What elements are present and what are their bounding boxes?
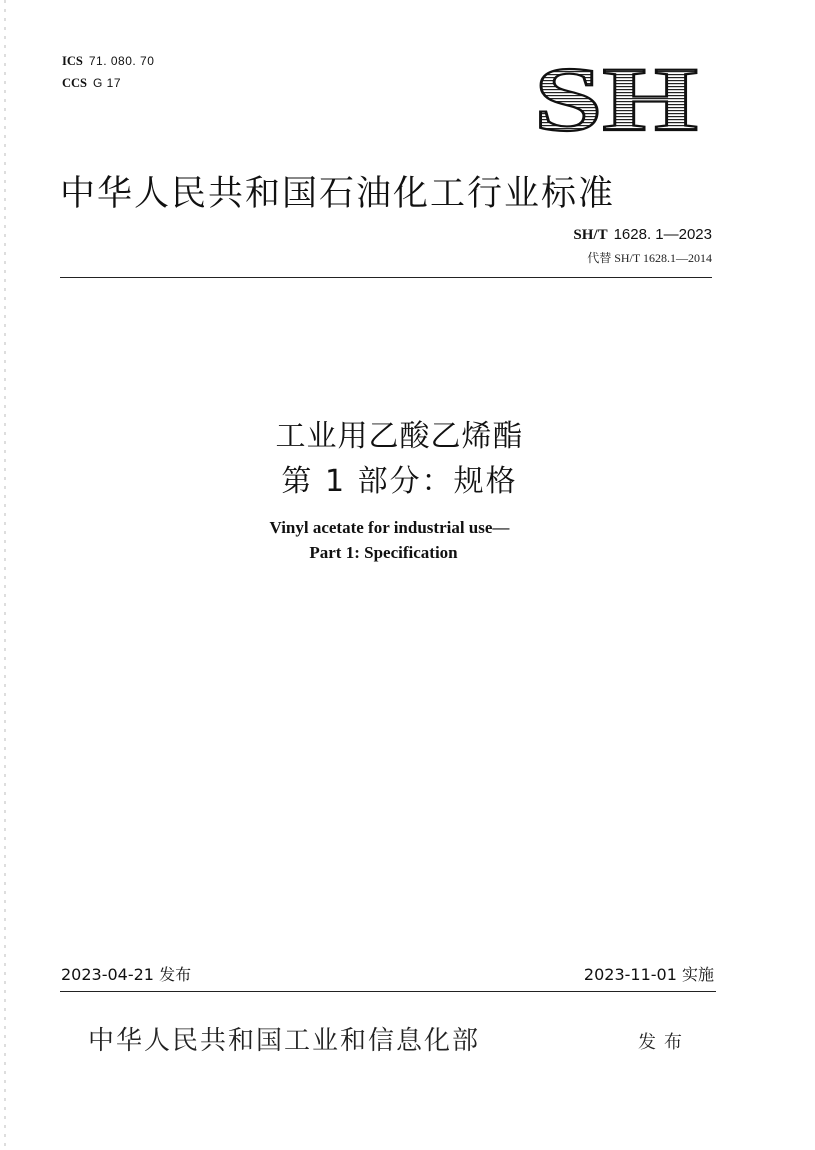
scan-edge-line <box>4 0 6 1150</box>
document-subtitle-en: Part 1: Specification <box>309 543 458 562</box>
ccs-label: CCS <box>62 76 88 90</box>
classification-codes <box>62 50 154 94</box>
ics-row <box>62 50 154 72</box>
industry-standard-title: 中华人民共和国石油化工行业标准 <box>60 174 616 214</box>
standard-number <box>573 226 712 244</box>
sh-logo <box>532 62 702 138</box>
svg-text:SH: SH <box>534 62 698 138</box>
issue-date: 2023-04-21 发布 <box>61 965 192 984</box>
replaces-standard: 代替 SH/T 1628.1—2014 <box>587 251 712 265</box>
effective-date: 2023-11-01 实施 <box>583 965 714 984</box>
ccs-value: G 17 <box>93 76 122 90</box>
document-subtitle-zh: 第 1 部分：规格 <box>281 464 518 499</box>
publish-label: 发布 <box>638 1032 690 1053</box>
document-title-en: Vinyl acetate for industrial use— <box>269 518 510 537</box>
standard-number-prefix: SH/T <box>573 227 608 243</box>
header-divider <box>60 277 712 278</box>
footer-divider <box>60 991 716 992</box>
issuing-authority: 中华人民共和国工业和信息化部 <box>88 1026 481 1056</box>
ics-label: ICS <box>62 54 83 68</box>
ics-value: 71. 080. 70 <box>88 54 155 68</box>
standard-number-value: 1628. 1—2023 <box>613 226 712 243</box>
ccs-row <box>62 72 154 94</box>
document-title-zh: 工业用乙酸乙烯酯 <box>275 419 524 454</box>
